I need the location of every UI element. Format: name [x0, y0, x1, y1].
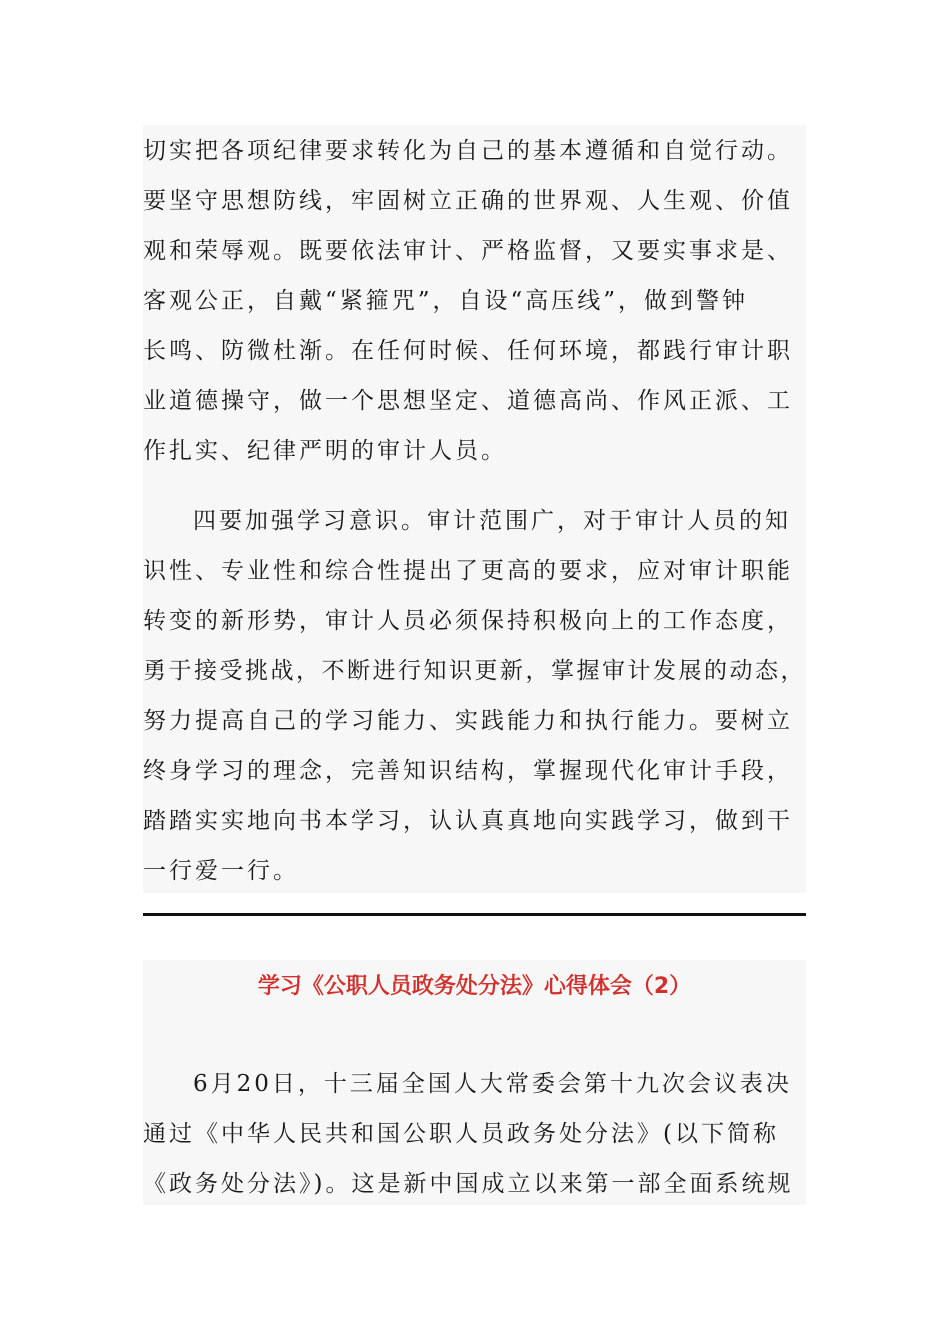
text-line: 一行爱一行。: [143, 858, 299, 884]
paragraph-first-line: 6月20日，十三届全国人大常委会第十九次会议表决: [193, 1071, 792, 1097]
text-line: 踏踏实实地向书本学习，认认真真地向实践学习，做到干: [143, 808, 793, 834]
text-line: 观和荣辱观。既要依法审计、严格监督，又要实事求是、: [143, 238, 793, 264]
text-line: 长鸣、防微杜渐。在任何时候、任何环境，都践行审计职: [143, 338, 793, 364]
text-line: 识性、专业性和综合性提出了更高的要求，应对审计职能: [143, 558, 793, 584]
paragraph-first-line: 四要加强学习意识。审计范围广，对于审计人员的知: [193, 508, 791, 534]
section-divider: [143, 913, 806, 916]
text-line: 《政务处分法》)。这是新中国成立以来第一部全面系统规: [143, 1171, 794, 1197]
article-title: 学习《公职人员政务处分法》心得体会（2）: [257, 974, 692, 999]
text-line: 作扎实、纪律严明的审计人员。: [143, 438, 507, 464]
text-line: 努力提高自己的学习能力、实践能力和执行能力。要树立: [143, 708, 793, 734]
text-line: 切实把各项纪律要求转化为自己的基本遵循和自觉行动。: [143, 138, 793, 164]
text-line: 客观公正，自戴“紧箍咒”，自设“高压线”，做到警钟: [143, 288, 749, 314]
text-line: 勇于接受挑战，不断进行知识更新，掌握审计发展的动态，: [143, 658, 806, 684]
text-line: 转变的新形势，审计人员必须保持积极向上的工作态度，: [143, 608, 793, 634]
text-line: 通过《中华人民共和国公职人员政务处分法》(以下简称: [143, 1121, 779, 1147]
text-line: 业道德操守，做一个思想坚定、道德高尚、作风正派、工: [143, 388, 793, 414]
text-line: 要坚守思想防线，牢固树立正确的世界观、人生观、价值: [143, 188, 793, 214]
text-line: 终身学习的理念，完善知识结构，掌握现代化审计手段，: [143, 758, 793, 784]
